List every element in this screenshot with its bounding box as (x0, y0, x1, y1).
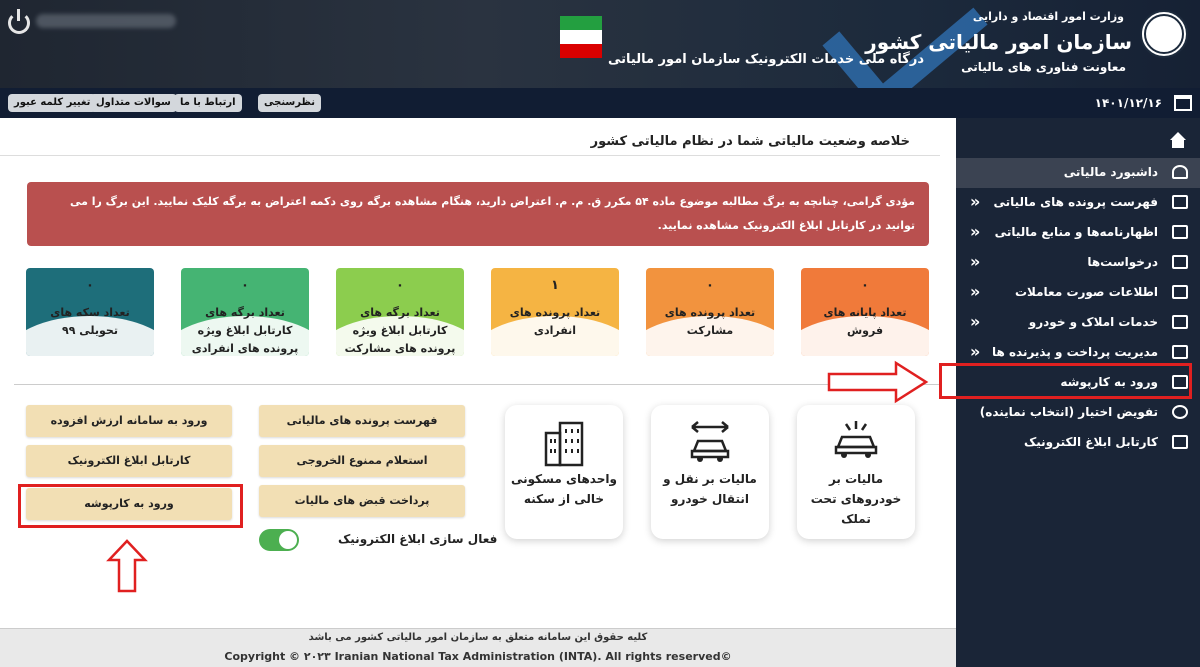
sidebar-item-label: اظهارنامه‌ها و منابع مالیاتی (994, 225, 1158, 239)
current-date: ۱۴۰۱/۱۲/۱۶ (1094, 96, 1162, 110)
portal-title: درگاه ملی خدمات الکترونیک سازمان امور مالیاتی (608, 52, 925, 67)
page-title: خلاصه وضعیت مالیاتی شما در نظام مالیاتی کشور (590, 134, 910, 149)
stat-individual-sheets (181, 268, 309, 356)
top-bar (0, 88, 1200, 118)
e-notification-inbox-button[interactable]: کارتابل ابلاغ الکترونیک (26, 445, 232, 477)
car-crash-icon (832, 419, 880, 459)
stat-label: تعداد سکه های تحویلی ۹۹ (50, 306, 130, 337)
iran-flag-icon (560, 16, 602, 72)
gauge-icon (1172, 165, 1188, 179)
sidebar-item-delegation[interactable] (956, 398, 1200, 428)
right-arrow-annotation-icon (826, 360, 930, 404)
card-vacant-residential-units[interactable] (505, 405, 623, 539)
power-icon[interactable] (8, 12, 30, 34)
card-label: مالیات بر خودروهای تحت تملک (810, 472, 902, 526)
sidebar-item-requests[interactable] (956, 248, 1200, 278)
stat-partnership-sheets (336, 268, 464, 356)
calendar-icon (1174, 95, 1192, 111)
sidebar-item-tax-dashboard[interactable] (956, 158, 1200, 188)
pay-tax-bills-button[interactable]: پرداخت قبض های مالیات (259, 485, 465, 517)
stat-value: ۰ (86, 278, 94, 293)
sidebar-item-label: تفویض اختیار (انتخاب نماینده) (979, 405, 1158, 419)
stat-value: ۰ (706, 278, 714, 293)
tax-files-list-button[interactable]: فهرست پرونده های مالیاتی (259, 405, 465, 437)
checklist-icon (1172, 255, 1188, 269)
car-icon (1172, 315, 1188, 329)
footer-rights: کلیه حقوق این سامانه متعلق به سازمان امور مالیاتی کشور می باشد (308, 632, 648, 643)
sidebar-item-declarations[interactable] (956, 218, 1200, 248)
files-icon (1172, 195, 1188, 209)
contact-us-button[interactable]: ارتباط با ما (174, 94, 242, 112)
sidebar-workspace-highlight-box (939, 363, 1192, 399)
vat-system-login-button[interactable]: ورود به سامانه ارزش افزوده (26, 405, 232, 437)
chevron-double-icon: » (970, 252, 981, 271)
workspace-highlight-box (18, 484, 243, 528)
card-owned-vehicles-tax[interactable] (797, 405, 915, 539)
sidebar-item-label: کارتابل ابلاغ الکترونیک (1023, 435, 1158, 449)
stat-label: تعداد برگه های کارتابل ابلاغ ویژه پرونده های مشارکت (344, 306, 456, 355)
sidebar-item-label: درخواست‌ها (1087, 255, 1158, 269)
footer-copyright: Copyright © ۲۰۲۳ Iranian National Tax Administration (INTA). All rights reserved© (224, 650, 732, 663)
home-icon[interactable] (1170, 132, 1186, 140)
chevron-double-icon: » (970, 282, 981, 301)
stat-value: ۰ (241, 278, 249, 293)
sidebar-item-label: اطلاعات صورت معاملات (1014, 285, 1158, 299)
chevron-double-icon: » (970, 312, 981, 331)
sidebar-item-tax-files[interactable] (956, 188, 1200, 218)
sidebar-item-label: مدیریت پرداخت و پذیرنده ها (991, 345, 1158, 359)
sidebar-item-label: خدمات املاک و خودرو (1028, 315, 1158, 329)
faq-button[interactable]: سوالات متداول (90, 94, 177, 112)
e-notification-toggle[interactable] (259, 529, 299, 551)
org-logo (1140, 10, 1188, 58)
inbox-icon (1172, 435, 1188, 449)
stat-label: تعداد پرونده های مشارکت (664, 306, 756, 337)
stat-label: تعداد برگه های کارتابل ابلاغ ویژه پرونده های انفرادی (191, 306, 299, 355)
section-divider (14, 384, 942, 385)
stat-label: تعداد پرونده های انفرادی (509, 306, 601, 337)
stat-label: تعداد پایانه های فروش (823, 306, 907, 337)
sidebar-item-e-notification[interactable] (956, 428, 1200, 458)
card-vehicle-transfer-tax[interactable] (651, 405, 769, 539)
org-name: سازمان امور مالیاتی کشور (865, 30, 1132, 54)
stat-value: ۱ (551, 278, 559, 293)
main-header (0, 126, 940, 156)
document-icon (1172, 225, 1188, 239)
footer (0, 628, 956, 667)
sidebar-item-transactions[interactable] (956, 278, 1200, 308)
toggle-label: فعال سازی ابلاغ الکترونیک (338, 532, 498, 546)
stat-value: ۰ (396, 278, 404, 293)
up-arrow-annotation-icon (105, 538, 149, 594)
stat-value: ۰ (861, 278, 869, 293)
stat-coins (26, 268, 154, 356)
sidebar-item-label: داشبورد مالیاتی (1063, 165, 1158, 179)
change-password-button[interactable]: تغییر کلمه عبور (8, 94, 96, 112)
ministry-name: وزارت امور اقتصاد و دارایی (972, 10, 1124, 23)
user-icon (1172, 405, 1188, 419)
user-name-blurred (36, 14, 176, 28)
chevron-double-icon: » (970, 342, 981, 361)
site-header (0, 0, 1200, 88)
card-label: مالیات بر نقل و انتقال خودرو (663, 472, 757, 506)
handshake-icon (1172, 285, 1188, 299)
exit-ban-inquiry-button[interactable]: استعلام ممنوع الخروجی (259, 445, 465, 477)
sidebar-item-property-vehicle[interactable] (956, 308, 1200, 338)
main-content (0, 118, 956, 628)
stat-pos-terminals (801, 268, 929, 356)
stat-individual-files (491, 268, 619, 356)
deputy-name: معاونت فناوری های مالیاتی (961, 60, 1126, 74)
card-label: واحدهای مسکونی خالی از سکنه (511, 472, 617, 506)
enter-workspace-button[interactable]: ورود به کارپوشه (26, 488, 232, 520)
building-icon (542, 419, 586, 467)
chevron-double-icon: » (970, 192, 981, 211)
sidebar-item-label: ورود به کارپوشه (1060, 375, 1158, 389)
sidebar-item-label: فهرست پرونده های مالیاتی (993, 195, 1158, 209)
alert-banner: مؤدی گرامی، چنانچه به برگ مطالبه موضوع ماده ۵۴ مکرر ق. م. م. اعتراض دارید، هنگام مشاهده برگه روی دکمه اعتراض به برگه کلیک نمایید. این برگ را می توانید در کارتابل ابلاغ الکترونیک مشاهده نمایید. (27, 182, 929, 246)
stat-partnership-files (646, 268, 774, 356)
credit-card-icon (1172, 345, 1188, 359)
car-transfer-icon (686, 419, 734, 463)
chevron-double-icon: » (970, 222, 981, 241)
survey-button[interactable]: نظرسنجی (258, 94, 321, 112)
